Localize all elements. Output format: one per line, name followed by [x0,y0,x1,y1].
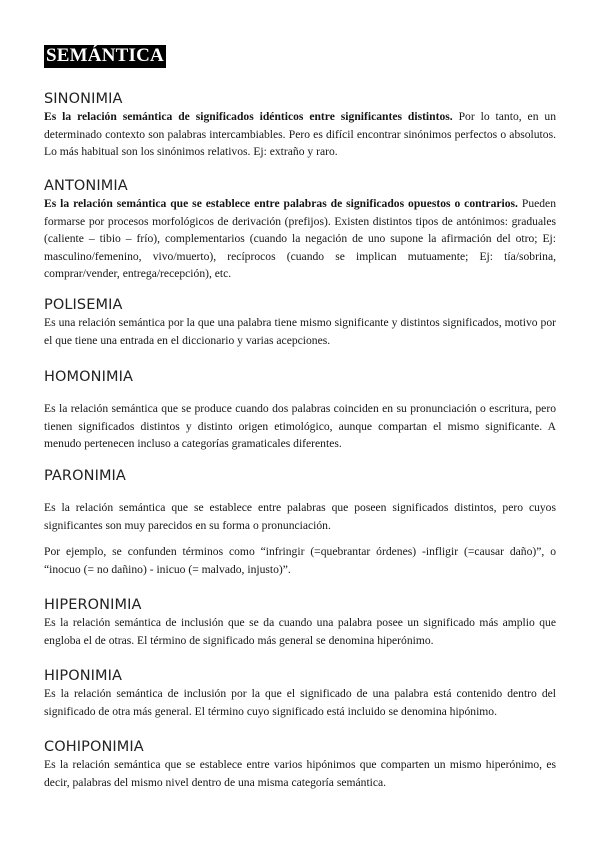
definition-bold: Es la relación semántica que se establece entre palabras de significados opuestos o contrarios. [44,197,518,210]
section-paragraph [44,108,556,161]
section-homonimia [44,368,556,453]
section-cohiponimia [44,738,556,791]
section-hiponimia [44,667,556,720]
section-heading: ANTONIMIA [44,178,128,194]
section-paragraph [44,195,556,283]
paragraph-text: Pueden formarse por procesos morfológicos de derivación (prefijos). Existen distintos tipos de antónimos: graduales (caliente – tibio – frío), complementarios (cuando la negación de uno supone la afirmación del otro; Ej: masculino/femenino, vivo/muerto), recíprocos (cuando se implican mutuamente; Ej: tía/sobrina, comprar/vender, entrega/recepción), etc. [44,197,556,280]
page-title: SEMÁNTICA [46,45,164,66]
section-paragraph: Es la relación semántica que se establece entre palabras que poseen significados distintos, pero cuyos significantes son muy parecidos en su forma o pronunciación. [44,501,556,532]
paragraph-text: Por lo tanto, en un determinado contexto son palabras intercambiables. Pero es difícil encontrar sinónimos perfectos o absolutos. Lo más habitual son los sinónimos relativos. Ej: extraño y raro. [44,110,557,158]
section-heading: PARONIMIA [44,468,126,484]
section-paragraph: Es una relación semántica por la que una palabra tiene mismo significante y distintos significados, motivo por el que tiene una entrada en el diccionario y varias acepciones. [44,316,556,347]
section-paragraph: Es la relación semántica que se produce cuando dos palabras coinciden en su pronunciación o escritura, pero tienen significados distintos y distinto origen etimológico, aunque compartan el mismo significante. A menudo pertenecen incluso a categorías gramaticales diferentes. [44,402,556,450]
section-sinonimia [44,90,556,161]
section-paragraph-example: Por ejemplo, se confunden términos como “infringir (=quebrantar órdenes) -infligir (=causar daño)”, o “inocuo (= no dañino) - inicuo (= malvado, injusto)”. [44,545,556,576]
section-heading: HIPERONIMIA [44,597,142,613]
section-paragraph: Es la relación semántica que se establece entre varios hipónimos que comparten un mismo hiperónimo, es decir, palabras del mismo nivel dentro de una misma categoría semántica. [44,758,556,789]
section-heading: SINONIMIA [44,91,123,107]
section-heading: POLISEMIA [44,297,123,313]
section-heading: COHIPONIMIA [44,739,144,755]
section-antonimia [44,177,556,283]
definition-bold: Es la relación semántica de significados idénticos entre significantes distintos. [44,110,453,123]
section-paragraph: Es la relación semántica de inclusión por la que el significado de una palabra está contenido dentro del significado de otra más general. El término cuyo significado está incluido se denomina hipónimo. [44,687,556,718]
section-paronimia [44,467,556,578]
section-polisemia [44,296,556,349]
section-paragraph: Es la relación semántica de inclusión que se da cuando una palabra posee un significado más amplio que engloba el de otras. El término de significado más general se denomina hiperónimo. [44,616,556,647]
section-heading: HIPONIMIA [44,668,123,684]
section-heading: HOMONIMIA [44,369,133,385]
section-hiperonimia [44,596,556,649]
